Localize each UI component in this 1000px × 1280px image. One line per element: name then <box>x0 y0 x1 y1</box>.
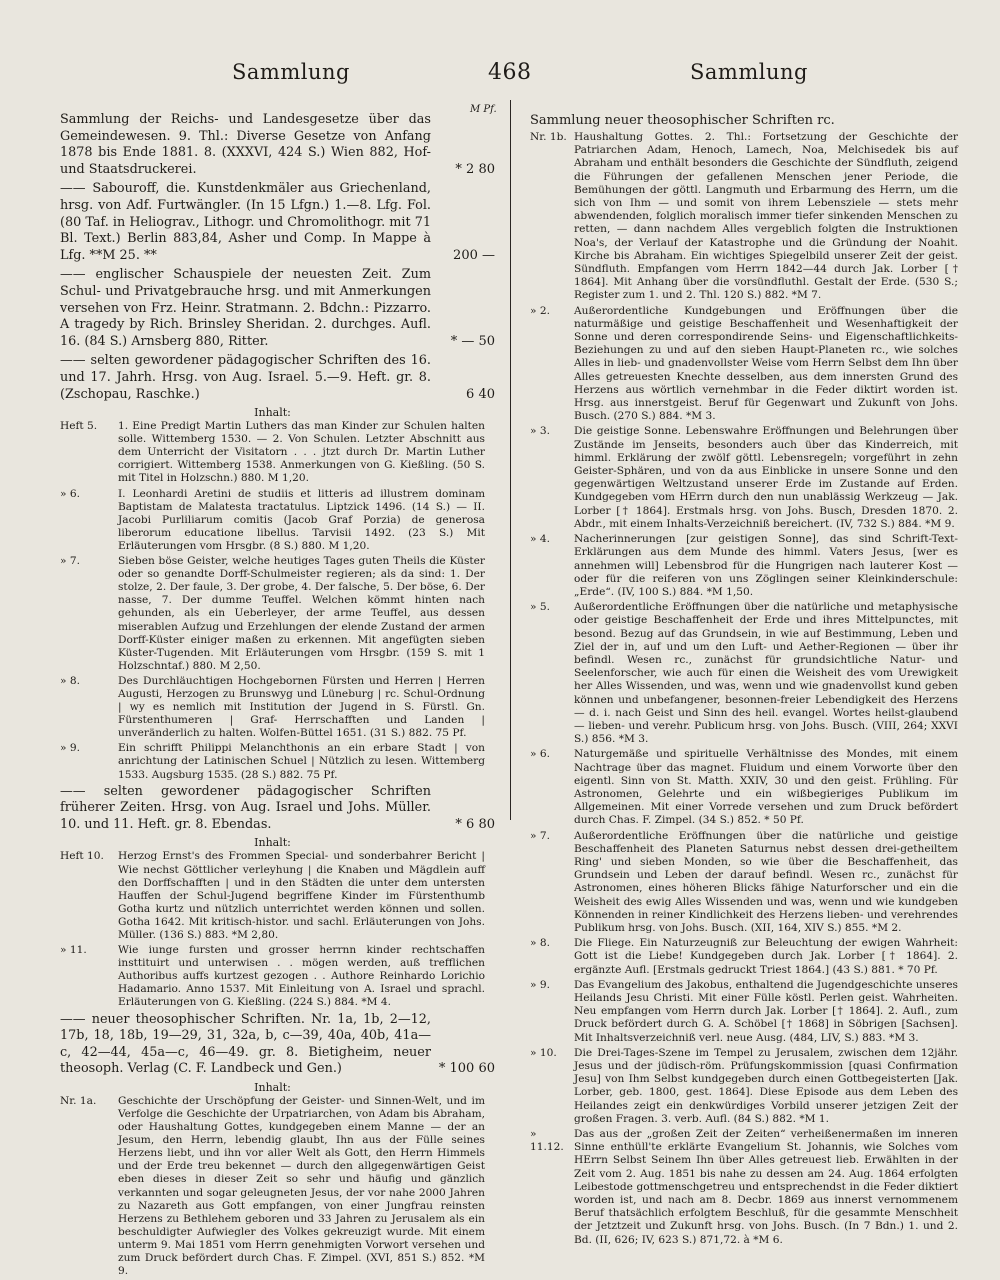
item-text: Die geistige Sonne. Lebenswahre Eröffnungen und Belehrungen über Zustände im Jenseits, besonders auch über das Kinderreich, mit himml. Erklärung der zwölf göttl. Lebensregeln; vorgeführt in zehn Geister-Sphären, und von da aus Einblicke in unsere Sonne und den gegenwärtigen Weltzustand unserer Erde im Zustande auf Erden. Kundgegeben vom HErrn durch den nun unablässig Werkzeug — Jak. Lorber [† 1864]. Erstmals hrsg. von Johs. Busch, Dresden 1870. 2. Abdr., mit einem Inhalts-Verzeichniß bereichert. (IV, 732 S.) 884. *M 9. <box>574 425 958 530</box>
item-label: » 4. <box>530 533 550 546</box>
contents-label: Inhalt: <box>254 836 291 850</box>
item-label: » 10. <box>530 1046 557 1059</box>
entry-sabouroff <box>60 181 495 264</box>
item-text: Außerordentliche Kundgebungen und Eröffnungen über die naturmäßige und geistige Beschaffenheit und Wesenhaftigkeit der Sonne und deren correspondirende Seins- und Eigenschaftlichkeits-Beziehungen zu und auf den sieben Haupt-Planeten rc., wie solches Alles in lieb- und gnadenvollster Weise vom Herrn Selbst dem Ihn über Alles getreuesten Knechte desselben, aus dem innersten Grund des Herzens aus wörtlich vernehmbar in die Feder diktirt worden ist. Hrsg. aus innerstgeist. Beruf für Gegenwart und Zukunft von Johs. Busch. (270 S.) 884. *M 3. <box>574 304 958 423</box>
item-text: Das aus der „großen Zeit der Zeiten“ verheißenermaßen im inneren Sinne enthüll'te erklärte Evangelium St. Johannis, wie Solches vom HErrn Selbst Seinem Ihn über Alles getreuest lieb. Erwählten in der Zeit vom 2. Aug. 1851 bis nahe zu dessen am 24. Aug. 1864 erfolgten Leibestode gottmenschgetreu und entsprechendst in die Feder diktiert worden ist, und nach am 8. Decbr. 1869 aus innerst vernommenem Beruf thatsächlich erfolgtem Beschluß, für die gesammte Menschheit der Jetztzeit und Zukunft hrsg. von Johs. Busch. (In 7 Bdn.) 1. und 2. Bd. (II, 626; IV, 623 S.) 871,72. à *M 6. <box>574 1128 958 1246</box>
entry-text: —— Sabouroff, die. Kunstdenkmäler aus Griechenland, hrsg. von Adf. Furtwängler. (In 15 Lfgn.) 1.—8. Lfg. Fol. (80 Taf. in Heliograv., Lithogr. und Chromolithogr. mit 71 Bl. Text.) Berlin 883,84, Asher und Comp. In Mappe à Lfg. **M 25. ** <box>60 181 431 263</box>
list-item <box>530 748 958 827</box>
item-text: Herzog Ernst's des Frommen Special- und sonderbahrer Bericht | Wie nechst Göttlicher verleyhung | die Knaben und Mägdlein auff den Dorffschafften | und in den Städten die unter dem untersten Hauffen der Schul-Jugend begriffene Kinder im Fürstenthumb Gotha kurtz und nützlich unterrichtet werden können und sollen. Gotha 1642. Mit kritisch-histor. und sachl. Erläuterungen von Johs. Müller. (136 S.) 883. *M 2,80. <box>118 850 485 941</box>
column-divider <box>510 100 511 820</box>
item-text: Wie iunge fursten und grosser herrnn kinder rechtschaffen insttituirt und unterwisen . . mögen werden, auß trefflichen Authoribus auffs kurtzest gezogen . . Authore Reinhardo Lorichio Hadamario. Anno 1537. Mit Einleitung von A. Israel und sprachl. Erläuterungen von G. Kießling. (224 S.) 884. *M 4. <box>118 944 485 1009</box>
entry-reichsgesetze <box>60 112 495 178</box>
list-item <box>530 131 958 303</box>
list-item <box>60 488 485 553</box>
item-text: Des Durchläuchtigen Hochgebornen Fürsten und Herren | Herren Augusti, Herzogen zu Brunswyg und Lüneburg | rc. Schul-Ordnung | wy es nemlich mit Institution der Jugend in S. Fürstl. Gn. Fürstenthumeren | Graf- Herrschafften und Landen | unveränderlich zu halten. Wolfen-Büttel 1651. (31 S.) 882. 75 Pf. <box>118 674 485 740</box>
entry-paedagogische-16-jahrh <box>60 353 495 403</box>
item-label: » 9. <box>60 742 80 755</box>
price-column-header: M Pf. <box>470 104 497 115</box>
continued-entry-title: Sammlung neuer theosophischer Schriften rc. <box>530 113 835 128</box>
list-item <box>530 1047 958 1126</box>
left-column <box>60 112 495 1280</box>
entry-text: —— neuer theosophischer Schriften. Nr. 1a, 1b, 2—12, 17b, 18, 18b, 19—29, 31, 32a, b, c—39, 40a, 40b, 41a—c, 42—44, 45a—c, 46—49. gr. 8. Bietigheim, neuer theosoph. Verlag (C. F. Landbeck und Gen.) <box>60 1011 431 1077</box>
item-label: » 11.12. <box>530 1128 564 1154</box>
item-label: » 11. <box>60 944 87 957</box>
list-item <box>60 675 485 740</box>
list-item <box>60 850 485 942</box>
list-item <box>530 979 958 1045</box>
item-label: » 7. <box>530 829 550 842</box>
page-number: 468 <box>488 60 532 85</box>
item-label: » 3. <box>530 425 550 438</box>
list-item <box>60 944 485 1009</box>
list-item <box>530 1128 958 1247</box>
list-item <box>530 830 958 936</box>
item-label: » 9. <box>530 978 550 991</box>
item-text: Geschichte der Urschöpfung der Geister- und Sinnen-Welt, und im Verfolge die Geschichte der Urpatriarchen, von Adam bis Abraham, oder Haushaltung Gottes, kundgegeben einem Manne — der an Jesum, den Herrn, lebendig glaubt, Ihn aus der Fülle seines Herzens liebt, und ihn vor aller Welt als Gott, den Herrn Himmels und der Erde treu bekennet — durch den allgegenwärtigen Geist eben dieses in dieser Zeit so sehr und häufig und gänzlich verkannten und sogar geleugneten Jesus, der vor nahe 2000 Jahren zu Nazareth aus Gott empfangen, von einer Jungfrau reinsten Herzens zu Bethlehem geboren und 33 Jahren zu Jerusalem als ein beschuldigter Aufwiegler des Volkes gekreuzigt wurde. Mit einem unterm 9. Mai 1851 vom Herrn genehmigten Vorwort versehen und zum Druck befördert durch Chas. F. Zimpel. (XVI, 851 S.) 852. *M 9. <box>118 1094 485 1278</box>
entry-schauspiele <box>60 267 495 350</box>
entry-price: * 2 80 <box>455 161 495 177</box>
list-item <box>530 601 958 746</box>
item-text: Das Evangelium des Jakobus, enthaltend die Jugendgeschichte unseres Heilands Jesu Christi. Mit einer Fülle köstl. Perlen geist. Wahrheiten. Neu empfangen vom Herrn durch Jak. Lorber [† 1864]. 2. Aufl., zum Druck befördert durch G. A. Schöbel [† 1868] in Söbrigen [Sachsen]. Mit Inhaltsverzeichniß verl. neue Ausg. (484, LIV, S.) 883. *M 3. <box>574 978 958 1044</box>
list-item <box>60 555 485 673</box>
item-label: » 8. <box>60 674 80 687</box>
contents-label: Inhalt: <box>254 406 291 420</box>
entry-paedagogische-frueherer-zeiten <box>60 783 495 834</box>
contents-label: Inhalt: <box>254 1080 291 1094</box>
list-item <box>530 533 958 599</box>
entry-price: * 6 80 <box>455 816 495 832</box>
entry-theosophische-schriften <box>60 1011 495 1078</box>
running-head-left: Sammlung <box>232 60 350 84</box>
item-text: Naturgemäße und spirituelle Verhältnisse des Mondes, mit einem Nachtrage über das magnet. Fluidum und einem Vorworte über den eigentl. Sinn von St. Matth. XXIV, 30 und den geist. Frühling. Für Astronomen, Gelehrte und ein wißbegieriges Publikum im Allgemeinen. Mit einer Vorrede versehen und zum Druck befördert durch Chas. F. Zimpel. (34 S.) 852. * 50 Pf. <box>574 748 958 827</box>
item-text: Die Fliege. Ein Naturzeugniß zur Beleuchtung der ewigen Wahrheit: Gott ist die Liebe! Kundgegeben durch Jak. Lorber [† 1864]. 2. ergänzte Aufl. [Erstmals gedruckt Triest 1864.] (43 S.) 881. * 70 Pf. <box>574 937 958 976</box>
entry-price: 6 40 <box>466 386 495 402</box>
entry-text: —— selten gewordener pädagogischer Schriften früherer Zeiten. Hrsg. von Aug. Israel und Johs. Müller. 10. und 11. Heft. gr. 8. Ebendas. <box>60 783 431 832</box>
item-label: » 6. <box>530 748 550 761</box>
item-text: Außerordentliche Eröffnungen über die natürliche und metaphysische oder geistige Beschaffenheit der Erde und ihres Mittelpunctes, mit besond. Bezug auf das Grundsein, in wie auf Bestimmung, Leben und Ziel der in, auf und um den Luft- und Aether-Regionen — über ihr befindl. Wesen rc., zunächst für grundsichtliche Natur- und Seelenforscher, wie auch für einen die Weisheit des vom Urewigkeit her Alles Wissenden, und was, wenn und wie gnadenvollst kund geben können und unbefangener, besonnen-freier Lebendigkeit des Herzens — d. i. nach Geist und Sinn des heil. evangel. Wortes heilst-glaubend — lieben- und verehr. Publicum hrsg. von Johs. Busch. (VIII, 264; XXVI S.) 856. *M 3. <box>574 601 958 746</box>
entry-price: * — 50 <box>450 333 495 349</box>
list-item <box>530 937 958 977</box>
item-label: » 7. <box>60 555 80 568</box>
list-item <box>530 425 958 531</box>
entry-price: * 100 60 <box>438 1061 495 1077</box>
item-label: » 2. <box>530 304 550 317</box>
item-text: Sieben böse Geister, welche heutiges Tages guten Theils die Küster oder so genandte Dorff-Schulmeister regieren; als da sind: 1. Der stolze, 2. Der faule, 3. Der grobe, 4. Der falsche, 5. Der böse, 6. Der nasse, 7. Der dumme Teuffel. Welchen kömmt hinten nach gehunden, als ein Ueberleyer, der arme Teuffel, aus dessen miserablen Aufzug und Erzehlungen der elende Zustand der armen Dorff-Küster einiger maßen zu erkennen. Mit angefügten sieben Küster-Tugenden. Mit Erläuterungen vom Hrsgbr. (159 S. mit 1 Holzschntaf.) 880. M 2,50. <box>118 555 485 672</box>
item-text: Die Drei-Tages-Szene im Tempel zu Jerusalem, zwischen dem 12jähr. Jesus und der jüdisch-röm. Prüfungskommission [quasi Confirmation Jesu] von Ihm Selbst kundgegeben durch einen Gottbegeisterten [Jak. Lorber, geb. 1800, gest. 1864]. Diese Episode aus dem Leben des Heilandes zeigt ein denkwürdiges Vorbild unserer jetzigen Zeit der großen Fragen. 3. verb. Aufl. (84 S.) 882. *M 1. <box>574 1046 958 1125</box>
item-text: Ein schrifft Philippi Melanchthonis an ein erbare Stadt | von anrichtung der Latinischen Schuel | Nützlich zu lesen. Wittemberg 1533. Augsburg 1535. (28 S.) 882. 75 Pf. <box>118 742 485 781</box>
item-label: » 8. <box>530 937 550 950</box>
item-label: Nr. 1b. <box>530 131 567 143</box>
entry-text: Sammlung der Reichs- und Landesgesetze über das Gemeindewesen. 9. Thl.: Diverse Gesetze von Anfang 1878 bis Ende 1881. 8. (XXXVI, 424 S.) Wien 882, Hof- und Staatsdruckerei. <box>60 112 431 177</box>
item-label: Heft 10. <box>60 850 104 863</box>
running-head-right: Sammlung <box>690 60 808 84</box>
item-label: Nr. 1a. <box>60 1094 97 1107</box>
item-text: Haushaltung Gottes. 2. Thl.: Fortsetzung der Geschichte der Patriarchen Adam, Henoch, Lamech, Noa, Melchisedek bis auf Abraham und enthält besonders die Geschichte der Sündfluth, zeigend die Führungen der gefallenen Menschen jener Periode, die Bemühungen der göttl. Langmuth und Erbarmung des Herrn, um die sich von Ihm — und somit von ihrem Lebensziele — stets mehr abwendenden, folglich moralisch immer tiefer sinkenden Menschen zu retten, — dann nachdem Alles vergeblich folgten die Instruktionen Noa's, der Verlauf der Katastrophe und die Gründung der Noahit. Kirche bis Abraham. Ein wichtiges Spiegelbild unserer Zeit der geist. Sündfluth. Empfangen vom Herrn 1842—44 durch Jak. Lorber [† 1864]. Mit Anhang über die vorsündfluthl. Gestalt der Erde. (530 S.; Register zum 1. und 2. Thl. 120 S.) 882. *M 7. <box>574 131 958 302</box>
item-label: » 6. <box>60 487 80 500</box>
entry-price: 200 — <box>453 247 495 263</box>
item-text: I. Leonhardi Aretini de studiis et litteris ad illustrem dominam Baptistam de Malatesta tractatulus. Liptzick 1496. (14 S.) — II. Jacobi Purliliarum comitis (Jacob Graf Porzia) de generosa liberorum educatione libellus. Tarvisii 1492. (23 S.) Mit Erläuterungen vom Hrsgbr. (8 S.) 880. M 1,20. <box>118 487 485 552</box>
list-item <box>60 420 485 485</box>
right-column <box>530 112 958 1249</box>
entry-text: —— selten gewordener pädagogischer Schriften des 16. und 17. Jahrh. Hrsg. von Aug. Israel. 5.—9. Heft. gr. 8. (Zschopau, Raschke.) <box>60 353 431 402</box>
item-text: Nacherinnerungen [zur geistigen Sonne], das sind Schrift-Text-Erklärungen aus dem Munde des himml. Vaters Jesus, [wer es annehmen will] Lebensbrod für die Hungrigen nach lauterer Kost — oder für die reiferen von uns Zöglingen seiner Kleinkinderschule: „Erde“. (IV, 100 S.) 884. *M 1,50. <box>574 533 958 598</box>
item-label: Heft 5. <box>60 420 98 433</box>
list-item <box>60 742 485 781</box>
item-label: » 5. <box>530 601 550 614</box>
entry-text: —— englischer Schauspiele der neuesten Zeit. Zum Schul- und Privatgebrauche hrsg. und mit Anmerkungen versehen von Frz. Heinr. Stratmann. 2. Bdchn.: Pizzarro. A tragedy by Rich. Brinsley Sheridan. 2. durchges. Aufl. 16. (84 S.) Arnsberg 880, Ritter. <box>60 267 431 349</box>
item-text: Außerordentliche Eröffnungen über die natürliche und geistige Beschaffenheit des Planeten Saturnus nebst dessen drei-getheiltem Ring' und sieben Monden, so wie über die Beschaffenheit, das Grundsein und Leben der darauf befindl. Wesen rc., zunächst für Astronomen, eines höheren Blicks fähige Naturforscher und ein die Weisheit des ewig Alles Wissenden und was, wenn und wie kundgeben Könnenden in reiner Kindlichkeit des Herzens lieben- und verehrendes Publikum hrsg. von Johs. Busch. (XII, 164, XIV S.) 855. *M 2. <box>574 829 958 934</box>
list-item <box>60 1095 485 1278</box>
item-text: 1. Eine Predigt Martin Luthers das man Kinder zur Schulen halten solle. Wittemberg 1530. — 2. Von Schulen. Letzter Abschnitt aus dem Unterricht der Visitatorn . . . jtzt durch Dr. Martin Luther corrigiert. Wittemberg 1538. Anmerkungen von G. Kießling. (50 S. mit Titel in Holzschn.) 880. M 1,20. <box>118 420 485 485</box>
list-item <box>530 305 958 424</box>
